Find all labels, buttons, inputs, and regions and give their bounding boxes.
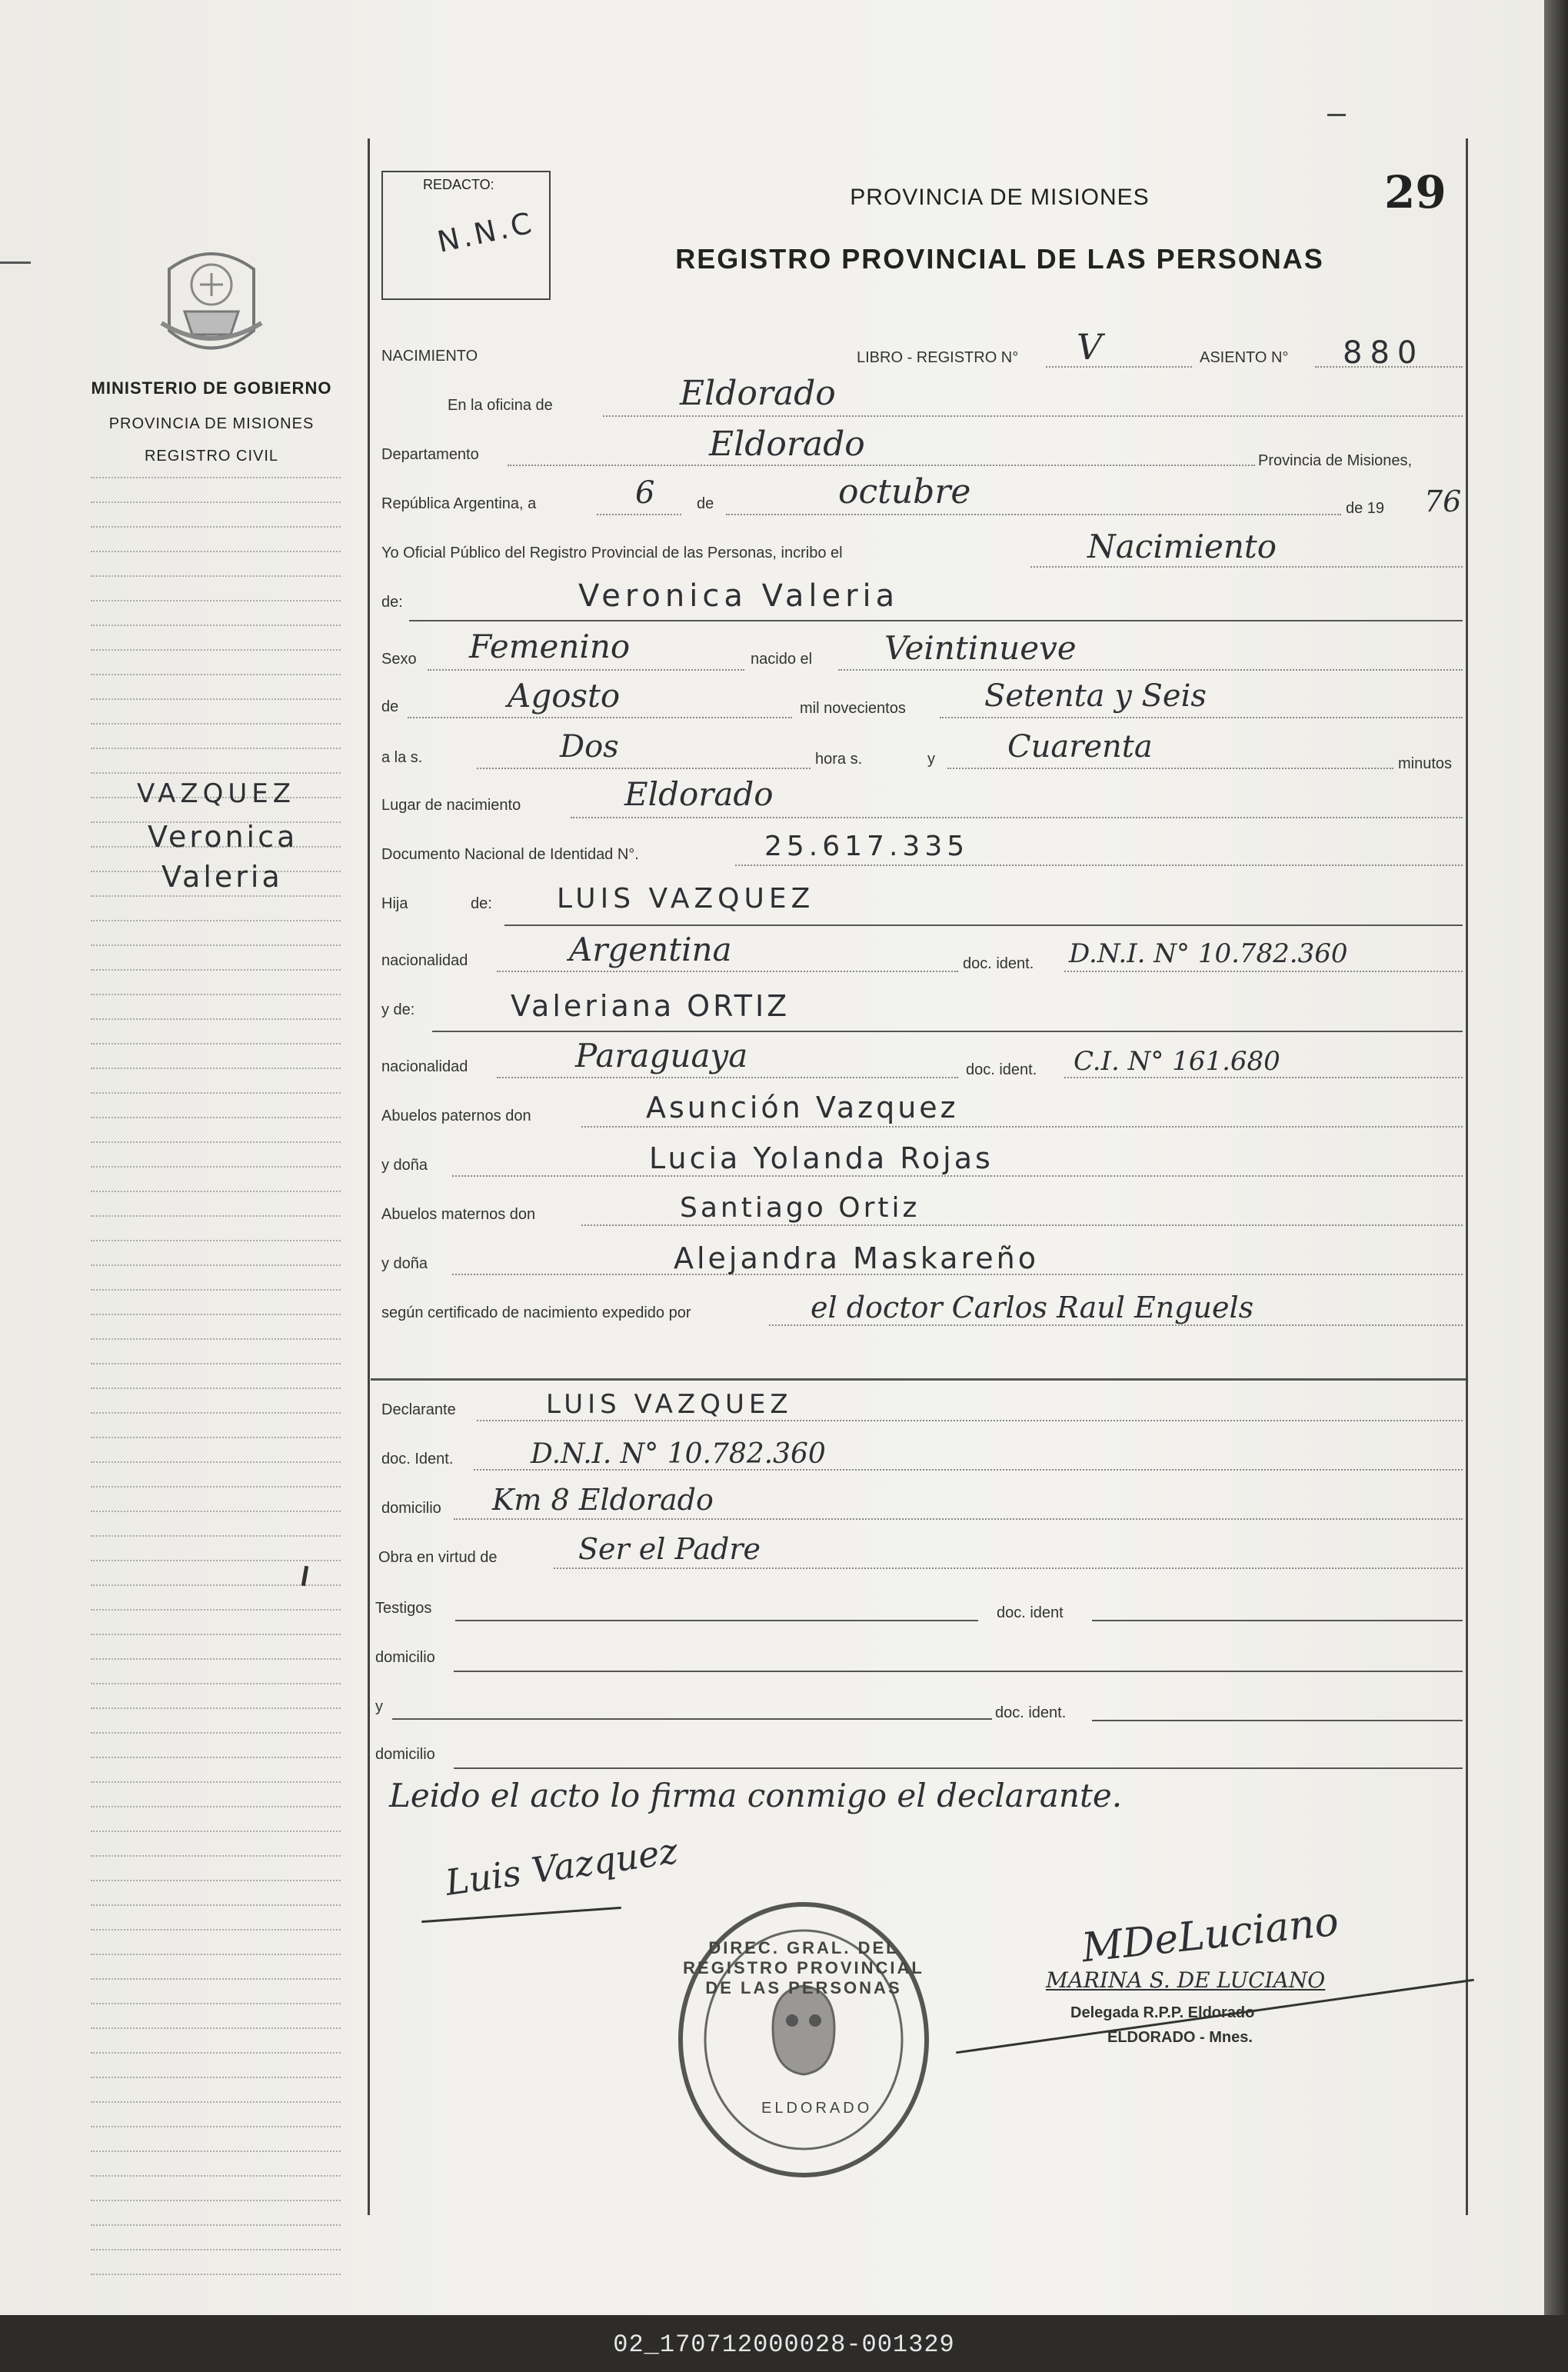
testigos-doc-label: doc. ident <box>997 1604 1064 1621</box>
ruling-line <box>91 1880 341 1881</box>
ruling-line <box>91 1141 341 1143</box>
hora-value: Dos <box>560 729 619 765</box>
ruling-line <box>91 501 341 503</box>
ruling-line <box>91 895 341 897</box>
ruling-line <box>91 1388 341 1389</box>
ruling-line <box>91 2101 341 2103</box>
abuela-materna-value: Alejandra Maskareño <box>674 1241 1039 1275</box>
ruling-line <box>91 2003 341 2004</box>
ruling-line <box>91 1781 341 1783</box>
ruling-line <box>91 600 341 601</box>
official-stamp <box>669 1894 938 2186</box>
oficina-value: Eldorado <box>680 374 836 413</box>
frame-right-line <box>1466 138 1468 2215</box>
nombre-de-label: de: <box>381 594 403 611</box>
ruling-line <box>91 920 341 921</box>
departamento-value: Eldorado <box>709 425 865 464</box>
ruling-line <box>91 1831 341 1832</box>
ruling-line <box>91 526 341 528</box>
ruling-line <box>91 1904 341 1906</box>
abuelos-maternos-label: Abuelos maternos don <box>381 1206 536 1223</box>
asiento-label: ASIENTO N° <box>1200 349 1289 366</box>
ruling-line <box>91 698 341 700</box>
ministry-registry: REGISTRO CIVIL <box>144 448 279 465</box>
footer-bar <box>0 2315 1568 2372</box>
mes-nac-value: Agosto <box>508 677 621 715</box>
ruling-line <box>91 1068 341 1069</box>
redacto-value: N.N.C <box>434 205 538 259</box>
oficial-name: MARINA S. DE LUCIANO <box>1046 1967 1326 1993</box>
nacimiento-label: NACIMIENTO <box>381 348 478 365</box>
margin-first-name: Veronica <box>148 820 298 854</box>
declarante-doc-value: D.N.I. N° 10.782.360 <box>531 1438 826 1470</box>
abuela-paterna-label: y doña <box>381 1157 428 1174</box>
oficial-label: Yo Oficial Público del Registro Provincial de las Personas, incribo el <box>381 545 843 561</box>
minutos-value: Cuarenta <box>1007 729 1153 765</box>
ruling-line <box>91 772 341 774</box>
ruling-line <box>91 1018 341 1020</box>
abuelo-materno-value: Santiago Ortiz <box>680 1192 920 1224</box>
book-spine <box>1544 0 1568 2315</box>
ruling-line <box>91 1043 341 1044</box>
ruling-line <box>91 2274 341 2275</box>
ruling-line <box>91 1535 341 1537</box>
ruling-line <box>91 2224 341 2226</box>
testigos-label: Testigos <box>375 1600 432 1617</box>
ruling-line <box>91 1806 341 1807</box>
hija-label: Hija <box>381 895 408 912</box>
ruling-line <box>91 2150 341 2152</box>
nacido-label: nacido el <box>751 651 813 668</box>
lugar-value: Eldorado <box>624 775 774 813</box>
obra-label: Obra en virtud de <box>378 1549 498 1566</box>
declarante-doc-label: doc. Ident. <box>381 1451 454 1468</box>
lectura-text: Leido el acto lo firma conmigo el declarante. <box>389 1777 1123 1814</box>
ruling-line <box>91 1338 341 1340</box>
ruling-line <box>91 575 341 577</box>
dni-label: Documento Nacional de Identidad N°. <box>381 846 639 863</box>
testigos-domicilio-label: domicilio <box>375 1649 435 1666</box>
doc-padre-label: doc. ident. <box>963 955 1034 972</box>
libro-label: LIBRO - REGISTRO N° <box>857 349 1019 366</box>
ruling-line <box>91 2200 341 2201</box>
ruling-line <box>91 477 341 478</box>
doc-madre-value: C.I. N° 161.680 <box>1074 1046 1280 1077</box>
ruling-line <box>91 1363 341 1364</box>
ministry-province: PROVINCIA DE MISIONES <box>108 415 315 432</box>
abuelos-paternos-label: Abuelos paternos don <box>381 1108 531 1124</box>
header-province: PROVINCIA DE MISIONES <box>850 185 1150 210</box>
dia-value: 6 <box>635 475 655 511</box>
stamp-center: ELDORADO <box>761 2100 873 2117</box>
departamento-label: Departamento <box>381 446 479 463</box>
ruling-line <box>91 1954 341 1955</box>
anio-label: de 19 <box>1346 500 1385 517</box>
mes-value: octubre <box>838 472 971 511</box>
ruling-line <box>91 1609 341 1611</box>
corner-tick <box>1327 114 1346 116</box>
ruling-line <box>91 969 341 971</box>
alas-label: a la s. <box>381 749 423 766</box>
asiento-value: 880 <box>1343 335 1425 371</box>
ruling-line <box>91 1732 341 1734</box>
ruling-line <box>91 944 341 946</box>
nac-padre-value: Argentina <box>569 931 732 968</box>
redacto-label: REDACTO: <box>423 177 494 192</box>
ruling-line <box>91 1560 341 1561</box>
ruling-line <box>91 1929 341 1931</box>
ruling-line <box>91 551 341 552</box>
certificado-value: el doctor Carlos Raul Enguels <box>811 1291 1254 1324</box>
abuela-materna-label: y doña <box>381 1255 428 1272</box>
ruling-line <box>91 1855 341 1857</box>
ruling-line <box>91 1634 341 1635</box>
ruling-line <box>91 1191 341 1192</box>
ruling-line <box>91 1289 341 1291</box>
nac-padre-label: nacionalidad <box>381 952 468 969</box>
y-label: y <box>927 751 935 768</box>
yde-label: y de: <box>381 1001 415 1018</box>
nac-madre-label: nacionalidad <box>381 1058 468 1075</box>
ruling-line <box>91 1314 341 1315</box>
sexo-label: Sexo <box>381 651 417 668</box>
domicilio-label: domicilio <box>381 1500 441 1517</box>
frame-left-line <box>368 138 370 2215</box>
ruling-line <box>91 723 341 725</box>
stamp-text: DIREC. GRAL. DEL REGISTRO PROVINCIAL DE LAS PERSONAS <box>683 1938 924 1997</box>
ruling-line <box>91 2249 341 2250</box>
madre-value: Valeriana ORTIZ <box>511 989 791 1023</box>
margin-mark <box>301 1566 308 1586</box>
ministry-title: MINISTERIO DE GOBIERNO <box>91 378 332 398</box>
ruling-line <box>91 625 341 626</box>
ruling-line <box>91 1658 341 1660</box>
declarante-label: Declarante <box>381 1401 456 1418</box>
ruling-line <box>91 1412 341 1414</box>
sexo-value: Femenino <box>469 628 631 665</box>
redacto-box <box>381 171 551 300</box>
mes-nac-label: de <box>381 698 399 715</box>
nac-madre-value: Paraguaya <box>575 1037 748 1074</box>
obra-value: Ser el Padre <box>578 1532 761 1566</box>
oficina-label: En la oficina de <box>448 397 553 414</box>
testigo2-y-label: y <box>375 1698 383 1715</box>
ruling-line <box>91 2052 341 2054</box>
declarante-signature: Luis Vazquez <box>442 1830 681 1904</box>
hora-label: hora s. <box>815 751 863 768</box>
ruling-line <box>91 1486 341 1487</box>
abuela-paterna-value: Lucia Yolanda Rojas <box>649 1141 994 1175</box>
lugar-label: Lugar de nacimiento <box>381 797 521 814</box>
doc-madre-label: doc. ident. <box>966 1061 1037 1078</box>
anio-value: 76 <box>1424 485 1462 518</box>
ruling-line <box>91 1978 341 1980</box>
declarante-value: LUIS VAZQUEZ <box>546 1389 793 1420</box>
ruling-line <box>91 1166 341 1168</box>
margin-surname: VAZQUEZ <box>137 778 296 809</box>
ruling-line <box>91 994 341 995</box>
ruling-line <box>91 1437 341 1438</box>
de-label: de <box>697 495 714 512</box>
ruling-line <box>91 1240 341 1241</box>
ruling-line <box>91 2175 341 2177</box>
ruling-line <box>91 1117 341 1118</box>
ruling-line <box>91 1757 341 1758</box>
testigo2-doc-label: doc. ident. <box>995 1704 1067 1721</box>
testigo2-domicilio-label: domicilio <box>375 1746 435 1763</box>
certificado-label: según certificado de nacimiento expedido por <box>381 1304 691 1321</box>
padre-value: LUIS VAZQUEZ <box>557 883 815 914</box>
inscripcion-value: Nacimiento <box>1087 528 1277 565</box>
doc-padre-value: D.N.I. N° 10.782.360 <box>1069 938 1348 969</box>
ruling-line <box>91 674 341 675</box>
coat-of-arms-icon <box>154 238 269 369</box>
domicilio-value: Km 8 Eldorado <box>492 1483 714 1517</box>
page-number: 29 <box>1384 166 1446 218</box>
oficial-signature: MDeLuciano <box>1079 1898 1341 1972</box>
ruling-line <box>91 748 341 749</box>
ruling-line <box>91 1511 341 1512</box>
header-title: REGISTRO PROVINCIAL DE LAS PERSONAS <box>675 243 1324 275</box>
ruling-line <box>91 1092 341 1094</box>
ruling-line <box>91 1683 341 1684</box>
libro-value: V <box>1077 326 1103 368</box>
ruling-line <box>91 2077 341 2078</box>
ruling-line <box>91 2027 341 2029</box>
republica-label: República Argentina, a <box>381 495 537 512</box>
oficial-cargo: Delegada R.P.P. Eldorado <box>1070 2004 1255 2021</box>
oficial-lugar: ELDORADO - Mnes. <box>1107 2029 1253 2046</box>
ruling-line <box>91 1707 341 1709</box>
ruling-line <box>91 1215 341 1217</box>
file-id: 02_170712000028-001329 <box>613 2330 955 2359</box>
ruling-line <box>91 1264 341 1266</box>
nacido-dia-value: Veintinueve <box>884 629 1077 667</box>
ruling-line <box>91 2126 341 2127</box>
ruling-line <box>91 649 341 651</box>
ruling-line <box>91 1461 341 1463</box>
anio-nac-value: Setenta y Seis <box>984 678 1207 714</box>
dni-value: 25.617.335 <box>764 831 970 862</box>
nombre-value: Veronica Valeria <box>578 578 900 614</box>
margin-second-name: Valeria <box>161 860 283 894</box>
hija-de-label: de: <box>471 895 492 912</box>
margin-tick <box>0 262 31 264</box>
mil-label: mil novecientos <box>800 700 906 717</box>
minutos-label: minutos <box>1398 755 1453 772</box>
provincia-label: Provincia de Misiones, <box>1258 452 1413 469</box>
abuelo-paterno-value: Asunción Vazquez <box>646 1091 959 1124</box>
